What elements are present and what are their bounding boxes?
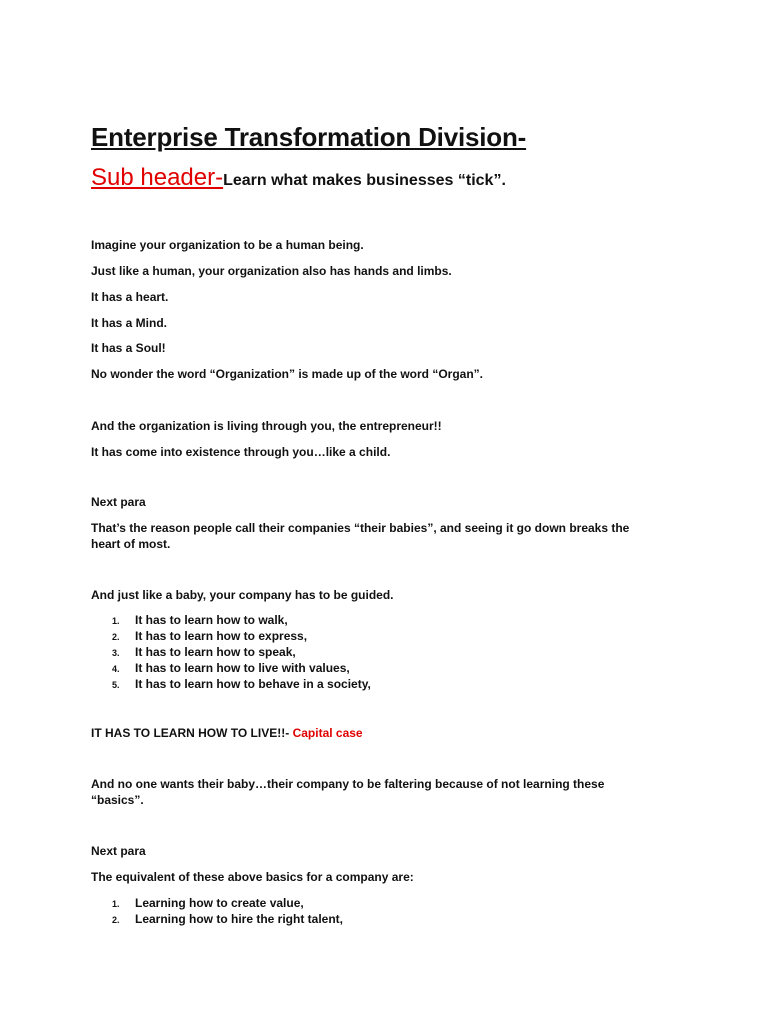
- numbered-list: [91, 612, 371, 692]
- page-title: Enterprise Transformation Division-: [91, 122, 527, 152]
- paragraph: That’s the reason people call their companies “their babies”, and seeing it go down breaks the heart of most.: [91, 521, 630, 551]
- paragraph: No wonder the word “Organization” is made up of the word “Organ”.: [91, 367, 484, 381]
- numbered-list: [91, 895, 343, 927]
- paragraph: It has a Mind.: [91, 316, 168, 330]
- paragraph: And no one wants their baby…their company to be faltering because of not learning these “basics”.: [91, 777, 605, 807]
- list-item: 2. It has to learn how to express,: [112, 629, 308, 643]
- list-item: 2. Learning how to hire the right talent,: [112, 912, 344, 926]
- capital-case-note: Capital case: [292, 726, 363, 740]
- paragraph: And the organization is living through you, the entrepreneur!!: [91, 419, 442, 433]
- sub-header: [91, 164, 506, 192]
- sub-header-text: Learn what makes businesses “tick”.: [223, 172, 506, 189]
- paragraph: Just like a human, your organization also has hands and limbs.: [91, 264, 452, 278]
- list-item: 3. It has to learn how to speak,: [112, 645, 296, 659]
- paragraph: And just like a baby, your company has to be guided.: [91, 588, 394, 602]
- next-para-note: Next para: [91, 844, 146, 858]
- list-item: 5. It has to learn how to behave in a society,: [112, 677, 371, 691]
- caps-line: [91, 725, 363, 741]
- caps-text: IT HAS TO LEARN HOW TO LIVE!!-: [91, 726, 293, 740]
- paragraph: The equivalent of these above basics for a company are:: [91, 870, 414, 884]
- list-item: 4. It has to learn how to live with values,: [112, 661, 350, 675]
- list-item: 1. Learning how to create value,: [112, 896, 304, 910]
- next-para-note: Next para: [91, 495, 146, 509]
- paragraph: It has a heart.: [91, 290, 169, 304]
- list-item: 1. It has to learn how to walk,: [112, 613, 288, 627]
- paragraph: It has a Soul!: [91, 341, 166, 355]
- paragraph: It has come into existence through you…like a child.: [91, 445, 391, 459]
- paragraph: Imagine your organization to be a human being.: [91, 238, 364, 252]
- sub-header-label: Sub header-: [91, 164, 224, 191]
